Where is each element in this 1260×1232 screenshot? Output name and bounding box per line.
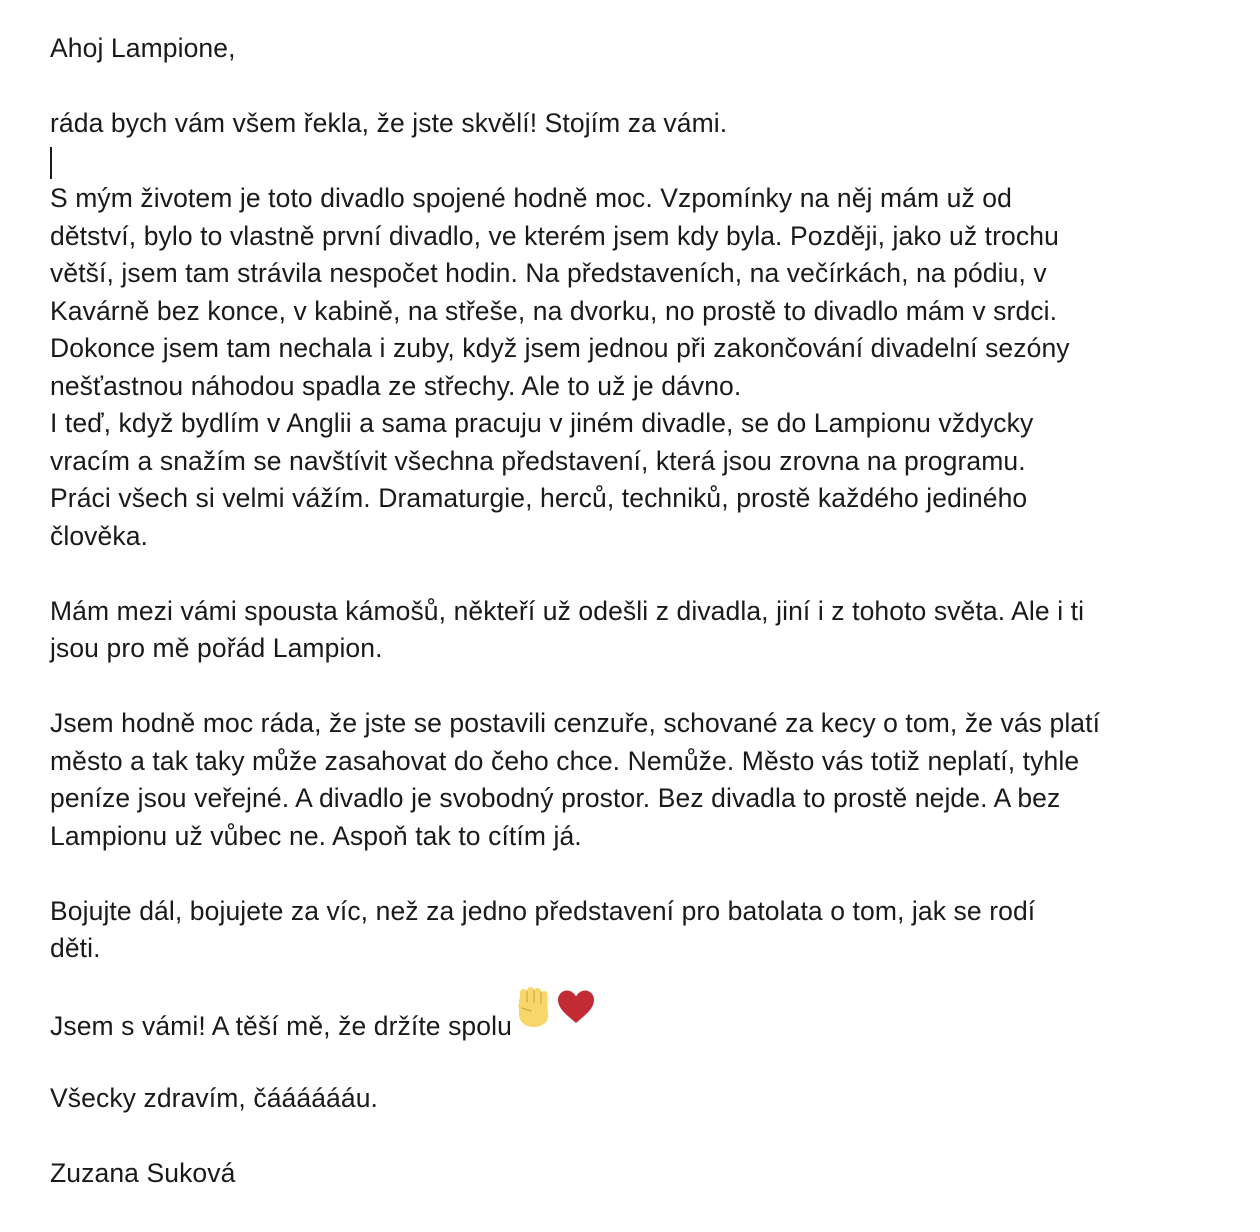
blank-line bbox=[50, 668, 1230, 706]
blank-line bbox=[50, 968, 1230, 1006]
emoji-group bbox=[512, 1005, 598, 1035]
paragraph-2-line: jsou pro mě pořád Lampion. bbox=[50, 633, 383, 663]
paragraph-1-line: větší, jsem tam strávila nespočet hodin. Na představeních, na večírkách, na pódiu, v bbox=[50, 258, 1047, 288]
paragraph-3-line: Lampionu už vůbec ne. Aspoň tak to cítím já. bbox=[50, 820, 582, 851]
letter-body bbox=[50, 30, 1230, 1193]
paragraph-3-line: Jsem hodně moc ráda, že jste se postavili cenzuře, schované za kecy o tom, že vás platí bbox=[50, 708, 1101, 738]
blank-line bbox=[50, 68, 1230, 106]
paragraph-2-line: Mám mezi vámi spousta kámošů, někteří už odešli z divadla, jiní i z tohoto světa. Ale i ti bbox=[50, 595, 1085, 626]
blank-line bbox=[50, 555, 1230, 593]
paragraph-1-line: vracím a snažím se navštívit všechna představení, která jsou zrovna na programu. bbox=[50, 445, 1026, 476]
blank-line bbox=[50, 855, 1230, 893]
text-cursor-line[interactable] bbox=[50, 143, 1230, 181]
blank-line bbox=[50, 1118, 1230, 1156]
paragraph-1-line: člověka. bbox=[50, 520, 149, 551]
intro-line: ráda bych vám všem řekla, že jste skvělí! Stojím za vámi. bbox=[50, 108, 728, 138]
blank-line bbox=[50, 1043, 1230, 1081]
red-heart-icon bbox=[556, 989, 596, 1025]
paragraph-5-text: Jsem s vámi! A těší mě, že držíte spolu bbox=[50, 1011, 512, 1041]
paragraph-3-line: město a tak taky může zasahovat do čeho chce. Nemůže. Město vás totiž neplatí, tyhle bbox=[50, 745, 1080, 776]
closing-line: Všecky zdravím, čááááááu. bbox=[50, 1083, 379, 1113]
greeting: Ahoj Lampione, bbox=[50, 33, 236, 63]
paragraph-4-line: Bojujte dál, bojujete za víc, než za jedno představení pro batolata o tom, jak se rodí bbox=[50, 895, 1036, 926]
text-cursor bbox=[50, 147, 52, 179]
paragraph-1-line: nešťastnou náhodou spadla ze střechy. Ale to už je dávno. bbox=[50, 370, 742, 401]
paragraph-1-line: dětství, bylo to vlastně první divadlo, ve kterém jsem kdy byla. Později, jako už trochu bbox=[50, 220, 1059, 251]
paragraph-1-line: Práci všech si velmi vážím. Dramaturgie, herců, techniků, prostě každého jediného bbox=[50, 483, 1028, 513]
paragraph-1-line: I teď, když bydlím v Anglii a sama pracuju v jiném divadle, se do Lampionu vždycky bbox=[50, 408, 1034, 438]
signature: Zuzana Suková bbox=[50, 1158, 236, 1188]
paragraph-4-line: děti. bbox=[50, 933, 101, 963]
paragraph-1-line: Dokonce jsem tam nechala i zuby, když jsem jednou při zakončování divadelní sezóny bbox=[50, 333, 1070, 363]
paragraph-1-line: S mým životem je toto divadlo spojené hodně moc. Vzpomínky na něj mám už od bbox=[50, 183, 1012, 213]
raised-fist-icon bbox=[514, 985, 554, 1029]
paragraph-3-line: peníze jsou veřejné. A divadlo je svobodný prostor. Bez divadla to prostě nejde. A bez bbox=[50, 783, 1061, 813]
paragraph-5-line bbox=[50, 1005, 1230, 1043]
paragraph-1-line: Kavárně bez konce, v kabině, na střeše, na dvorku, no prostě to divadlo mám v srdci. bbox=[50, 295, 1058, 326]
